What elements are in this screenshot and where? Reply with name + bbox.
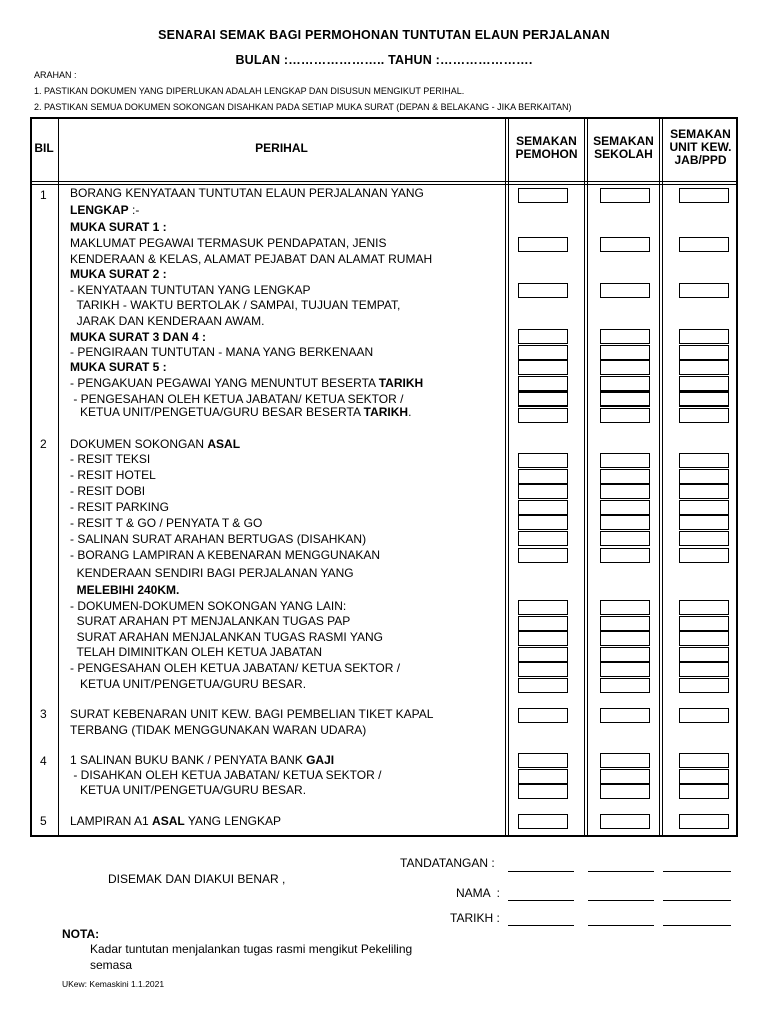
checkbox-pemohon[interactable] xyxy=(518,515,568,530)
checkbox-sekolah[interactable] xyxy=(600,188,650,203)
row-number-2: 2 xyxy=(40,437,47,451)
nama-line-2[interactable] xyxy=(588,900,654,901)
row1-line-3: MUKA SURAT 1 : xyxy=(70,220,167,234)
row-number-5: 5 xyxy=(40,814,47,828)
checkbox-unit-kew[interactable] xyxy=(679,678,729,693)
checkbox-pemohon[interactable] xyxy=(518,345,568,360)
nota-text-1: Kadar tuntutan menjalankan tugas rasmi mengikut Pekeliling xyxy=(90,942,413,956)
row3-line-1: SURAT KEBENARAN UNIT KEW. BAGI PEMBELIAN TIKET KAPAL xyxy=(70,707,434,721)
checkbox-sekolah[interactable] xyxy=(600,392,650,407)
checkbox-pemohon[interactable] xyxy=(518,283,568,298)
checkbox-sekolah[interactable] xyxy=(600,376,650,391)
checkbox-unit-kew[interactable] xyxy=(679,500,729,515)
checkbox-unit-kew[interactable] xyxy=(679,814,729,829)
header-semakan-pemohon: SEMAKAN PEMOHON xyxy=(515,134,578,161)
checkbox-unit-kew[interactable] xyxy=(679,484,729,499)
checkbox-unit-kew[interactable] xyxy=(679,188,729,203)
checkbox-unit-kew[interactable] xyxy=(679,515,729,530)
checkbox-unit-kew[interactable] xyxy=(679,647,729,662)
checkbox-sekolah[interactable] xyxy=(600,647,650,662)
row-number-4: 4 xyxy=(40,754,47,768)
checkbox-pemohon[interactable] xyxy=(518,500,568,515)
checkbox-sekolah[interactable] xyxy=(600,283,650,298)
row1-line-11: - PENGIRAAN TUNTUTAN - MANA YANG BERKENAAN xyxy=(70,345,374,359)
arahan-item-1: 1. PASTIKAN DOKUMEN YANG DIPERLUKAN ADALAH LENGKAP DAN DISUSUN MENGIKUT PERIHAL. xyxy=(34,86,465,96)
checkbox-pemohon[interactable] xyxy=(518,531,568,546)
checkbox-pemohon[interactable] xyxy=(518,453,568,468)
row1-line-9: JARAK DAN KENDERAAN AWAM. xyxy=(70,314,265,328)
checkbox-sekolah[interactable] xyxy=(600,753,650,768)
checkbox-pemohon[interactable] xyxy=(518,647,568,662)
checkbox-unit-kew[interactable] xyxy=(679,376,729,391)
checkbox-pemohon[interactable] xyxy=(518,662,568,677)
checkbox-sekolah[interactable] xyxy=(600,769,650,784)
checkbox-unit-kew[interactable] xyxy=(679,392,729,407)
row4-line-1: 1 SALINAN BUKU BANK / PENYATA BANK GAJI xyxy=(70,753,335,767)
checkbox-unit-kew[interactable] xyxy=(679,631,729,646)
footer-version: UKew: Kemaskini 1.1.2021 xyxy=(62,979,165,989)
checkbox-pemohon[interactable] xyxy=(518,708,568,723)
row-number-1: 1 xyxy=(40,188,47,202)
checkbox-sekolah[interactable] xyxy=(600,784,650,799)
tarikh-label: TARIKH : xyxy=(450,911,500,925)
checkbox-pemohon[interactable] xyxy=(518,484,568,499)
checkbox-unit-kew[interactable] xyxy=(679,531,729,546)
checkbox-sekolah[interactable] xyxy=(600,548,650,563)
checkbox-unit-kew[interactable] xyxy=(679,753,729,768)
checkbox-sekolah[interactable] xyxy=(600,814,650,829)
nama-label: NAMA : xyxy=(456,886,501,900)
checkbox-sekolah[interactable] xyxy=(600,360,650,375)
header-perihal: PERIHAL xyxy=(255,141,308,155)
checkbox-pemohon[interactable] xyxy=(518,814,568,829)
header-semakan-unit-kew: SEMAKAN UNIT KEW. JAB/PPD xyxy=(669,127,732,167)
checkbox-pemohon[interactable] xyxy=(518,392,568,407)
row1-line-15: KETUA UNIT/PENGETUA/GURU BESAR BESERTA TARIKH. xyxy=(70,405,412,419)
checkbox-pemohon[interactable] xyxy=(518,548,568,563)
row5-line-1: LAMPIRAN A1 ASAL YANG LENGKAP xyxy=(70,814,281,828)
checkbox-pemohon[interactable] xyxy=(518,376,568,391)
checkbox-sekolah[interactable] xyxy=(600,708,650,723)
checkbox-unit-kew[interactable] xyxy=(679,237,729,252)
checkbox-sekolah[interactable] xyxy=(600,531,650,546)
checkbox-sekolah[interactable] xyxy=(600,678,650,693)
arahan-item-2: 2. PASTIKAN SEMUA DOKUMEN SOKONGAN DISAHKAN PADA SETIAP MUKA SURAT (DEPAN & BELAKANG - JIKA BERKAITAN) xyxy=(34,102,572,112)
row1-line-6: MUKA SURAT 2 : xyxy=(70,267,167,281)
checkbox-pemohon[interactable] xyxy=(518,237,568,252)
row-number-3: 3 xyxy=(40,707,47,721)
tarikh-line-1[interactable] xyxy=(508,925,574,926)
row2-line-3: - RESIT HOTEL xyxy=(70,468,156,482)
checkbox-pemohon[interactable] xyxy=(518,784,568,799)
header-bil: BIL xyxy=(34,141,54,155)
row3-line-2: TERBANG (TIDAK MENGGUNAKAN WARAN UDARA) xyxy=(70,723,367,737)
checkbox-unit-kew[interactable] xyxy=(679,548,729,563)
checkbox-sekolah[interactable] xyxy=(600,237,650,252)
signature-line-2[interactable] xyxy=(588,871,654,872)
tarikh-line-3[interactable] xyxy=(663,925,731,926)
checkbox-unit-kew[interactable] xyxy=(679,329,729,344)
checkbox-sekolah[interactable] xyxy=(600,329,650,344)
checkbox-pemohon[interactable] xyxy=(518,616,568,631)
checkbox-unit-kew[interactable] xyxy=(679,662,729,677)
row1-line-10: MUKA SURAT 3 DAN 4 : xyxy=(70,330,207,344)
checkbox-unit-kew[interactable] xyxy=(679,283,729,298)
checkbox-pemohon[interactable] xyxy=(518,408,568,423)
row2-line-7: - SALINAN SURAT ARAHAN BERTUGAS (DISAHKAN) xyxy=(70,532,367,546)
checkbox-sekolah[interactable] xyxy=(600,469,650,484)
checkbox-sekolah[interactable] xyxy=(600,453,650,468)
month-year-line: BULAN :………………….. TAHUN :…………………. xyxy=(235,53,533,67)
row2-line-8: - BORANG LAMPIRAN A KEBENARAN MENGGUNAKAN xyxy=(70,548,381,562)
row1-line-5: KENDERAAN & KELAS, ALAMAT PEJABAT DAN ALAMAT RUMAH xyxy=(70,252,433,266)
header-semakan-sekolah: SEMAKAN SEKOLAH xyxy=(593,134,654,161)
row1-line-8: TARIKH - WAKTU BERTOLAK / SAMPAI, TUJUAN TEMPAT, xyxy=(70,298,401,312)
checkbox-unit-kew[interactable] xyxy=(679,600,729,615)
checkbox-sekolah[interactable] xyxy=(600,662,650,677)
row1-line-14: - PENGESAHAN OLEH KETUA JABATAN/ KETUA SEKTOR / xyxy=(70,392,404,406)
checkbox-unit-kew[interactable] xyxy=(679,616,729,631)
row2-line-5: - RESIT PARKING xyxy=(70,500,169,514)
signature-line-1[interactable] xyxy=(508,871,574,872)
checkbox-unit-kew[interactable] xyxy=(679,469,729,484)
row1-line-1: BORANG KENYATAAN TUNTUTAN ELAUN PERJALANAN YANG xyxy=(70,186,424,200)
nama-line-1[interactable] xyxy=(508,900,574,901)
row2-line-2: - RESIT TEKSI xyxy=(70,452,151,466)
checkbox-pemohon[interactable] xyxy=(518,753,568,768)
row2-line-16: KETUA UNIT/PENGETUA/GURU BESAR. xyxy=(70,677,307,691)
row2-line-6: - RESIT T & GO / PENYATA T & GO xyxy=(70,516,263,530)
row2-line-9: KENDERAAN SENDIRI BAGI PERJALANAN YANG xyxy=(70,566,354,580)
checkbox-sekolah[interactable] xyxy=(600,600,650,615)
checkbox-pemohon[interactable] xyxy=(518,188,568,203)
checkbox-unit-kew[interactable] xyxy=(679,784,729,799)
checkbox-sekolah[interactable] xyxy=(600,408,650,423)
checkbox-unit-kew[interactable] xyxy=(679,345,729,360)
checkbox-unit-kew[interactable] xyxy=(679,769,729,784)
checkbox-pemohon[interactable] xyxy=(518,600,568,615)
row2-line-1: DOKUMEN SOKONGAN ASAL xyxy=(70,437,241,451)
row1-line-13: - PENGAKUAN PEGAWAI YANG MENUNTUT BESERTA TARIKH xyxy=(70,376,424,390)
row1-line-12: MUKA SURAT 5 : xyxy=(70,360,167,374)
checkbox-sekolah[interactable] xyxy=(600,631,650,646)
checkbox-pemohon[interactable] xyxy=(518,469,568,484)
row4-line-2: - DISAHKAN OLEH KETUA JABATAN/ KETUA SEKTOR / xyxy=(70,768,382,782)
row2-line-14: TELAH DIMINITKAN OLEH KETUA JABATAN xyxy=(70,645,323,659)
nota-label: NOTA: xyxy=(62,927,100,941)
checkbox-pemohon[interactable] xyxy=(518,769,568,784)
row1-line-4: MAKLUMAT PEGAWAI TERMASUK PENDAPATAN, JENIS xyxy=(70,236,387,250)
checkbox-pemohon[interactable] xyxy=(518,360,568,375)
row1-line-7: - KENYATAAN TUNTUTAN YANG LENGKAP xyxy=(70,283,311,297)
checkbox-sekolah[interactable] xyxy=(600,616,650,631)
checkbox-pemohon[interactable] xyxy=(518,329,568,344)
nota-text-2: semasa xyxy=(90,958,133,972)
checkbox-unit-kew[interactable] xyxy=(679,708,729,723)
checkbox-sekolah[interactable] xyxy=(600,484,650,499)
checkbox-pemohon[interactable] xyxy=(518,631,568,646)
row2-line-4: - RESIT DOBI xyxy=(70,484,146,498)
checkbox-sekolah[interactable] xyxy=(600,500,650,515)
row1-line-2: LENGKAP :- xyxy=(70,203,140,217)
row2-line-13: SURAT ARAHAN MENJALANKAN TUGAS RASMI YANG xyxy=(70,630,383,644)
checkbox-pemohon[interactable] xyxy=(518,678,568,693)
row2-line-11: - DOKUMEN-DOKUMEN SOKONGAN YANG LAIN: xyxy=(70,599,347,613)
checkbox-sekolah[interactable] xyxy=(600,345,650,360)
checkbox-unit-kew[interactable] xyxy=(679,360,729,375)
nama-line-3[interactable] xyxy=(663,900,731,901)
page-title: SENARAI SEMAK BAGI PERMOHONAN TUNTUTAN ELAUN PERJALANAN xyxy=(158,28,610,42)
signature-line-3[interactable] xyxy=(663,871,731,872)
checkbox-unit-kew[interactable] xyxy=(679,408,729,423)
tarikh-line-2[interactable] xyxy=(588,925,654,926)
row2-line-10: MELEBIHI 240KM. xyxy=(70,583,180,597)
arahan-label: ARAHAN : xyxy=(34,70,77,80)
checkbox-unit-kew[interactable] xyxy=(679,453,729,468)
row4-line-3: KETUA UNIT/PENGETUA/GURU BESAR. xyxy=(70,783,307,797)
row2-line-12: SURAT ARAHAN PT MENJALANKAN TUGAS PAP xyxy=(70,614,351,628)
row2-line-15: - PENGESAHAN OLEH KETUA JABATAN/ KETUA SEKTOR / xyxy=(70,661,401,675)
tandatangan-label: TANDATANGAN : xyxy=(400,856,495,870)
disemak-text: DISEMAK DAN DIAKUI BENAR , xyxy=(108,872,286,886)
checkbox-sekolah[interactable] xyxy=(600,515,650,530)
